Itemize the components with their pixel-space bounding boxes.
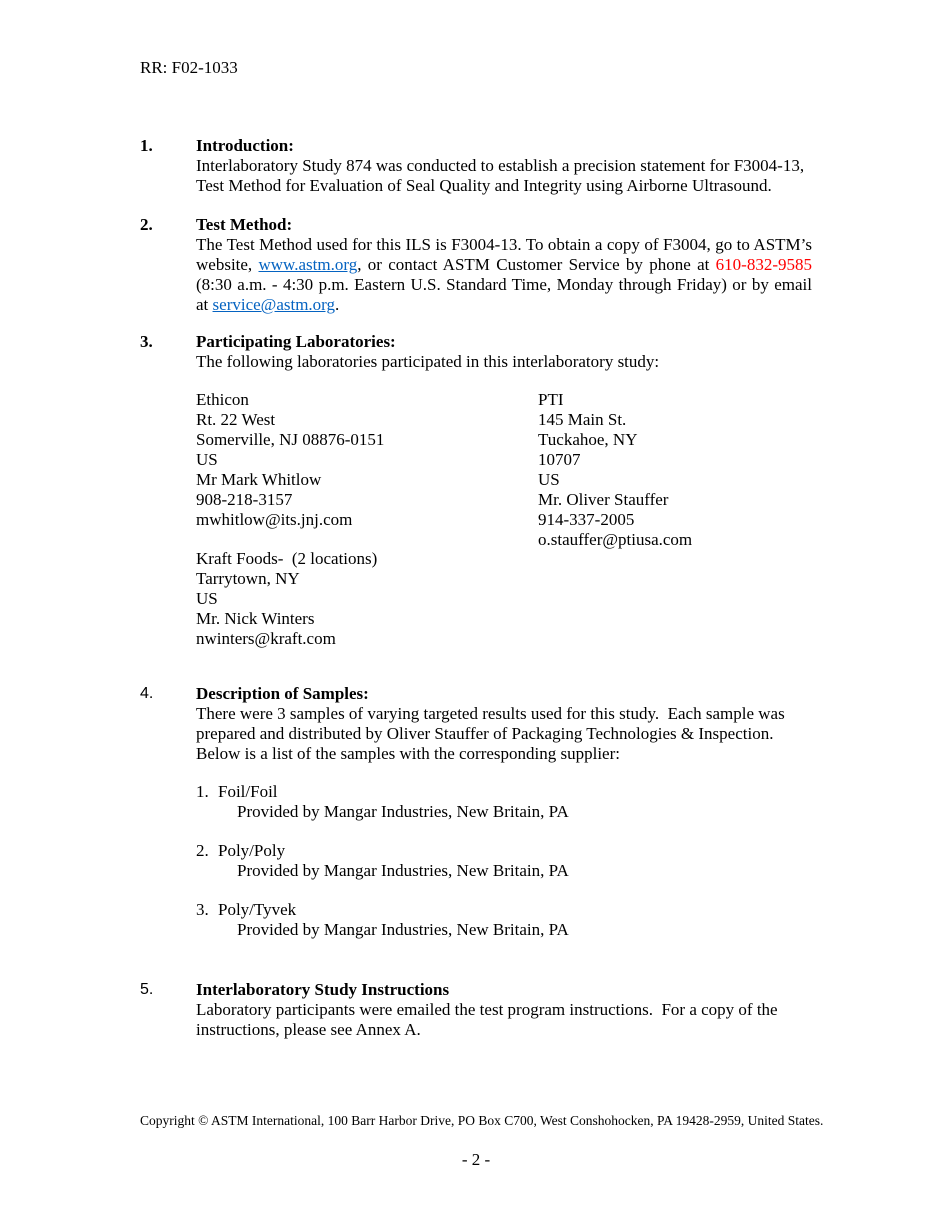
section-number: 3. [140,332,153,351]
section-body-text: There were 3 samples of varying targeted results used for this study. Each sample was prepared and distributed by Oliver Stauffer of Packaging Technologies & Inspection. Below is a list of the samples with the corresponding supplier: [196,704,789,763]
lab-contact-name: Mr. Oliver Stauffer [538,490,669,509]
report-reference-number: RR: F02-1033 [140,58,238,77]
sample-name: Poly/Tyvek [218,900,297,919]
section-title: Description of Samples: [196,684,369,703]
section-body-text [196,235,817,315]
lab-contact-name: Mr. Nick Winters [196,609,315,628]
lab-phone: 908-218-3157 [196,490,293,509]
section-introduction [140,136,812,196]
body-text-part: The Test Method used for this ILS is F3004-13. To obtain a copy of F3004, go to ASTM’s website, [196,235,817,274]
lab-email: mwhitlow@its.jnj.com [196,510,353,529]
sample-name: Foil/Foil [218,782,278,801]
lab-email: o.stauffer@ptiusa.com [538,530,693,549]
section-body-text: The following laboratories participated in this interlaboratory study: [196,352,660,371]
lab-zip: 10707 [538,450,581,469]
body-text-part: . [335,295,340,314]
section-title: Interlaboratory Study Instructions [196,980,450,999]
body-text-part: (8:30 a.m. - 4:30 p.m. Eastern U.S. Standard Time, Monday through Friday) or by email at [196,255,817,314]
section-ils-instructions [140,980,812,1040]
section-title: Introduction: [196,136,294,155]
customer-service-phone: 610-832-9585 [715,255,812,274]
section-participating-laboratories [140,332,812,649]
lab-name: Kraft Foods- (2 locations) [196,549,378,568]
laboratory-address-columns [196,390,812,649]
sample-list [196,782,812,940]
lab-contact-name: Mr Mark Whitlow [196,470,322,489]
sample-number: 1. [196,782,209,801]
lab-city: Tarrytown, NY [196,569,300,588]
sample-number: 2. [196,841,209,860]
section-title: Participating Laboratories: [196,332,396,351]
section-number: 1. [140,136,153,155]
section-body-text: Interlaboratory Study 874 was conducted to establish a precision statement for F3004-13, Test Method for Evaluation of Seal Quality and Integrity using Airborne Ultrasound. [196,156,809,195]
sample-name: Poly/Poly [218,841,286,860]
lab-country: US [538,470,560,489]
lab-city: Tuckahoe, NY [538,430,638,449]
service-email-link[interactable]: service@astm.org [212,295,336,314]
lab-street: Rt. 22 West [196,410,276,429]
section-number: 5. [140,981,154,998]
sample-item-poly-tyvek [196,900,812,940]
lab-address-ethicon [196,390,538,530]
lab-country: US [196,450,218,469]
footer-page-number: - 2 - [461,1150,491,1169]
sample-item-poly-poly [196,841,812,881]
lab-address-pti [538,390,812,550]
lab-address-kraft-foods [196,549,538,649]
body-text-part: , or contact ASTM Customer Service by phone at [357,255,716,274]
sample-item-foil-foil [196,782,812,822]
section-body-text: Laboratory participants were emailed the test program instructions. For a copy of the instructions, please see Annex A. [196,1000,782,1039]
lab-street: 145 Main St. [538,410,627,429]
lab-name: Ethicon [196,390,249,409]
sample-supplier: Provided by Mangar Industries, New Britain, PA [237,802,569,821]
sample-supplier: Provided by Mangar Industries, New Britain, PA [237,920,569,939]
section-title: Test Method: [196,215,293,234]
astm-website-link[interactable]: www.astm.org [258,255,358,274]
section-description-of-samples [140,684,812,940]
lab-phone: 914-337-2005 [538,510,635,529]
footer-copyright: Copyright © ASTM International, 100 Barr Harbor Drive, PO Box C700, West Conshohocken, PA 19428-2959, United States. [140,1113,824,1128]
section-test-method [140,215,817,315]
section-number: 2. [140,215,153,234]
lab-city: Somerville, NJ 08876-0151 [196,430,385,449]
lab-country: US [196,589,218,608]
section-number: 4. [140,685,154,702]
lab-name: PTI [538,390,564,409]
sample-number: 3. [196,900,209,919]
sample-supplier: Provided by Mangar Industries, New Britain, PA [237,861,569,880]
lab-email: nwinters@kraft.com [196,629,336,648]
